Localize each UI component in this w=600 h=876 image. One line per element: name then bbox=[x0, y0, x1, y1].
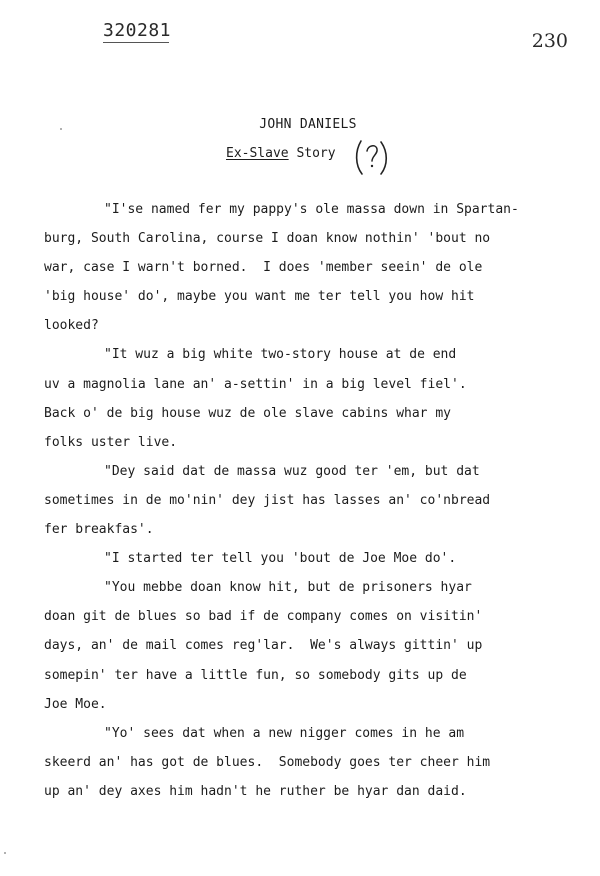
text-line: Joe Moe. bbox=[44, 696, 107, 712]
text-line: "You mebbe doan know hit, but de prisoners hyar bbox=[104, 580, 472, 596]
text-line: "It wuz a big white two-story house at de end bbox=[104, 347, 457, 363]
paper-speck bbox=[60, 128, 62, 130]
text-line: "Yo' sees dat when a new nigger comes in he am bbox=[104, 725, 465, 741]
subtitle-rest: Story bbox=[288, 146, 336, 161]
text-line: burg, South Carolina, course I doan know nothin' 'bout no bbox=[44, 231, 491, 247]
document-subtitle bbox=[226, 146, 336, 161]
text-line: war, case I warn't borned. I does 'member seein' de ole bbox=[44, 260, 483, 276]
paragraph bbox=[44, 573, 556, 718]
text-line: "I started ter tell you 'bout de Joe Moe do'. bbox=[104, 551, 457, 567]
paragraph bbox=[44, 340, 556, 456]
page-number: 230 bbox=[531, 30, 568, 52]
text-line: doan git de blues so bad if de company comes on visitin' bbox=[44, 609, 483, 625]
text-line: sometimes in de mo'nin' dey jist has lasses an' co'nbread bbox=[44, 492, 491, 508]
text-line: days, an' de mail comes reg'lar. We's always gittin' up bbox=[44, 638, 483, 654]
document-title: JOHN DANIELS bbox=[259, 117, 357, 132]
paper-speck bbox=[4, 852, 6, 854]
paragraph bbox=[44, 719, 556, 806]
text-line: skeerd an' has got de blues. Somebody goes ter cheer him bbox=[44, 754, 491, 770]
text-line: 'big house' do', maybe you want me ter tell you how hit bbox=[44, 289, 475, 305]
text-line: up an' dey axes him hadn't he ruther be hyar dan daid. bbox=[44, 783, 467, 799]
text-line: folks uster live. bbox=[44, 434, 178, 450]
handwritten-question-mark bbox=[354, 137, 390, 177]
body-text bbox=[44, 195, 556, 806]
document-number-underline bbox=[103, 42, 169, 43]
text-line: fer breakfas'. bbox=[44, 522, 154, 538]
paragraph bbox=[44, 195, 556, 340]
text-line: uv a magnolia lane an' a-settin' in a big level fiel'. bbox=[44, 376, 467, 392]
paragraph bbox=[44, 457, 556, 544]
text-line: looked? bbox=[44, 318, 99, 334]
text-line: Back o' de big house wuz de ole slave cabins whar my bbox=[44, 405, 451, 421]
text-line: "I'se named fer my pappy's ole massa down in Spartan- bbox=[104, 202, 519, 217]
subtitle-underlined: Ex-Slave bbox=[226, 146, 289, 161]
text-line: somepin' ter have a little fun, so somebody gits up de bbox=[44, 667, 467, 683]
text-line: "Dey said dat de massa wuz good ter 'em, but dat bbox=[104, 463, 480, 479]
paragraph bbox=[44, 544, 556, 573]
document-number: 320281 bbox=[103, 20, 172, 41]
